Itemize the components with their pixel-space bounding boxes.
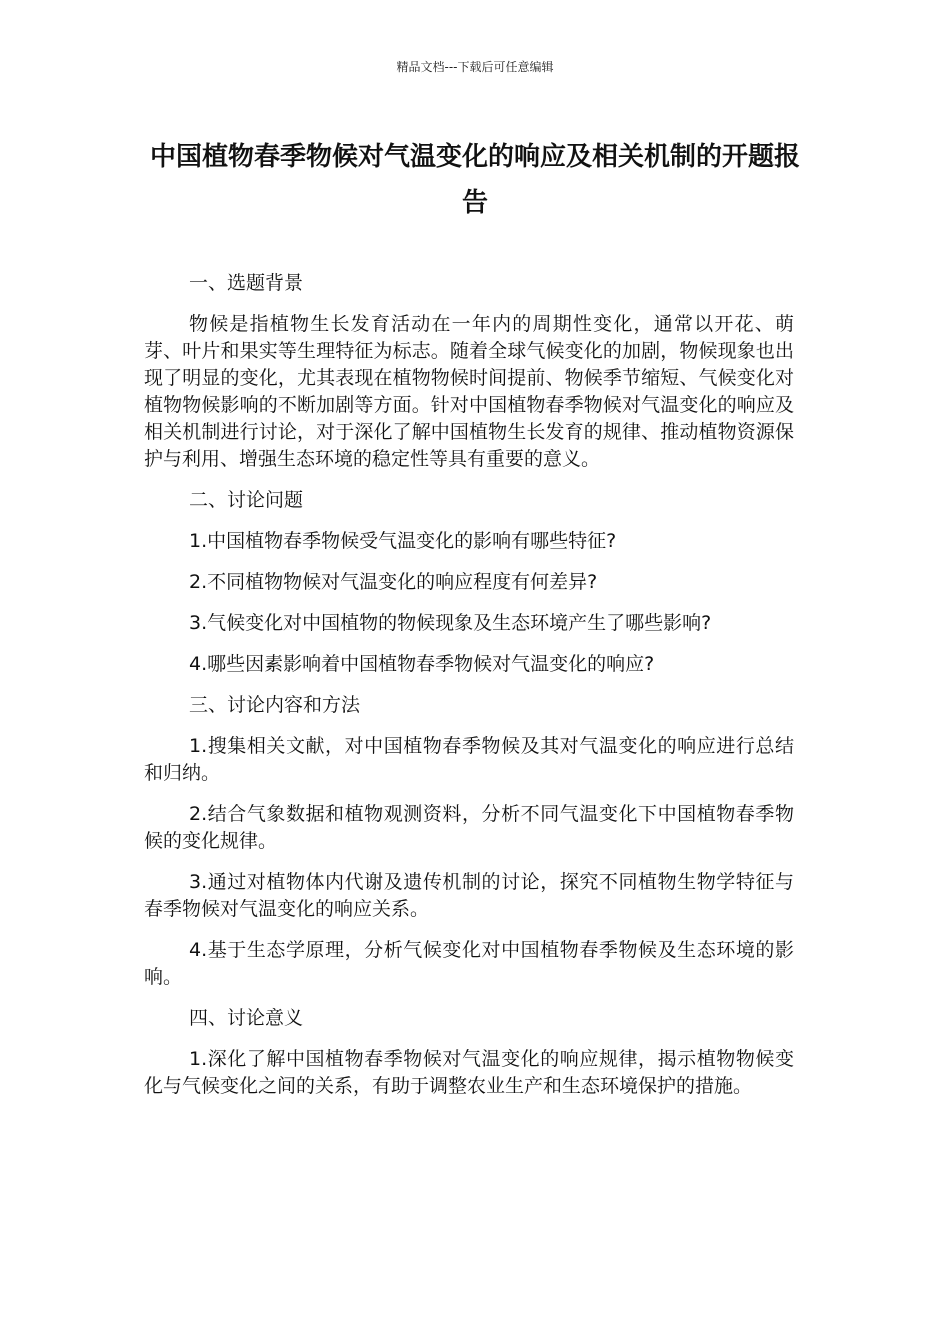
question-item: 3.气候变化对中国植物的物候现象及生态环境产生了哪些影响?	[189, 612, 712, 634]
document-body	[144, 270, 794, 1114]
question-item: 2.不同植物物候对气温变化的响应程度有何差异?	[189, 571, 598, 593]
section-heading-background: 一、选题背景	[189, 272, 304, 294]
section-heading-questions: 二、讨论问题	[189, 489, 304, 511]
question-item: 1.中国植物春季物候受气温变化的影响有哪些特征?	[189, 530, 617, 552]
document-title: 中国植物春季物候对气温变化的响应及相关机制的开题报告	[149, 142, 800, 218]
significance-item: 1.深化了解中国植物春季物候对气温变化的响应规律，揭示植物物候变化与气候变化之间的关系，有助于调整农业生产和生态环境保护的措施。	[144, 1048, 794, 1097]
header-note: 精品文档---下载后可任意编辑	[396, 60, 554, 74]
question-item: 4.哪些因素影响着中国植物春季物候对气温变化的响应?	[189, 653, 655, 675]
method-item: 2.结合气象数据和植物观测资料，分析不同气温变化下中国植物春季物候的变化规律。	[144, 803, 794, 852]
section-heading-methods: 三、讨论内容和方法	[189, 694, 361, 716]
method-item: 4.基于生态学原理，分析气候变化对中国植物春季物候及生态环境的影响。	[144, 939, 794, 988]
method-item: 1.搜集相关文献，对中国植物春季物候及其对气温变化的响应进行总结和归纳。	[144, 735, 794, 784]
background-paragraph: 物候是指植物生长发育活动在一年内的周期性变化，通常以开花、萌芽、叶片和果实等生理特征为标志。随着全球气候变化的加剧，物候现象也出现了明显的变化，尤其表现在植物物候时间提前、物候季节缩短、气候变化对植物物候影响的不断加剧等方面。针对中国植物春季物候对气温变化的响应及相关机制进行讨论，对于深化了解中国植物生长发育的规律、推动植物资源保护与利用、增强生态环境的稳定性等具有重要的意义。	[144, 313, 794, 470]
section-heading-significance: 四、讨论意义	[189, 1007, 304, 1029]
method-item: 3.通过对植物体内代谢及遗传机制的讨论，探究不同植物生物学特征与春季物候对气温变化的响应关系。	[144, 871, 794, 920]
